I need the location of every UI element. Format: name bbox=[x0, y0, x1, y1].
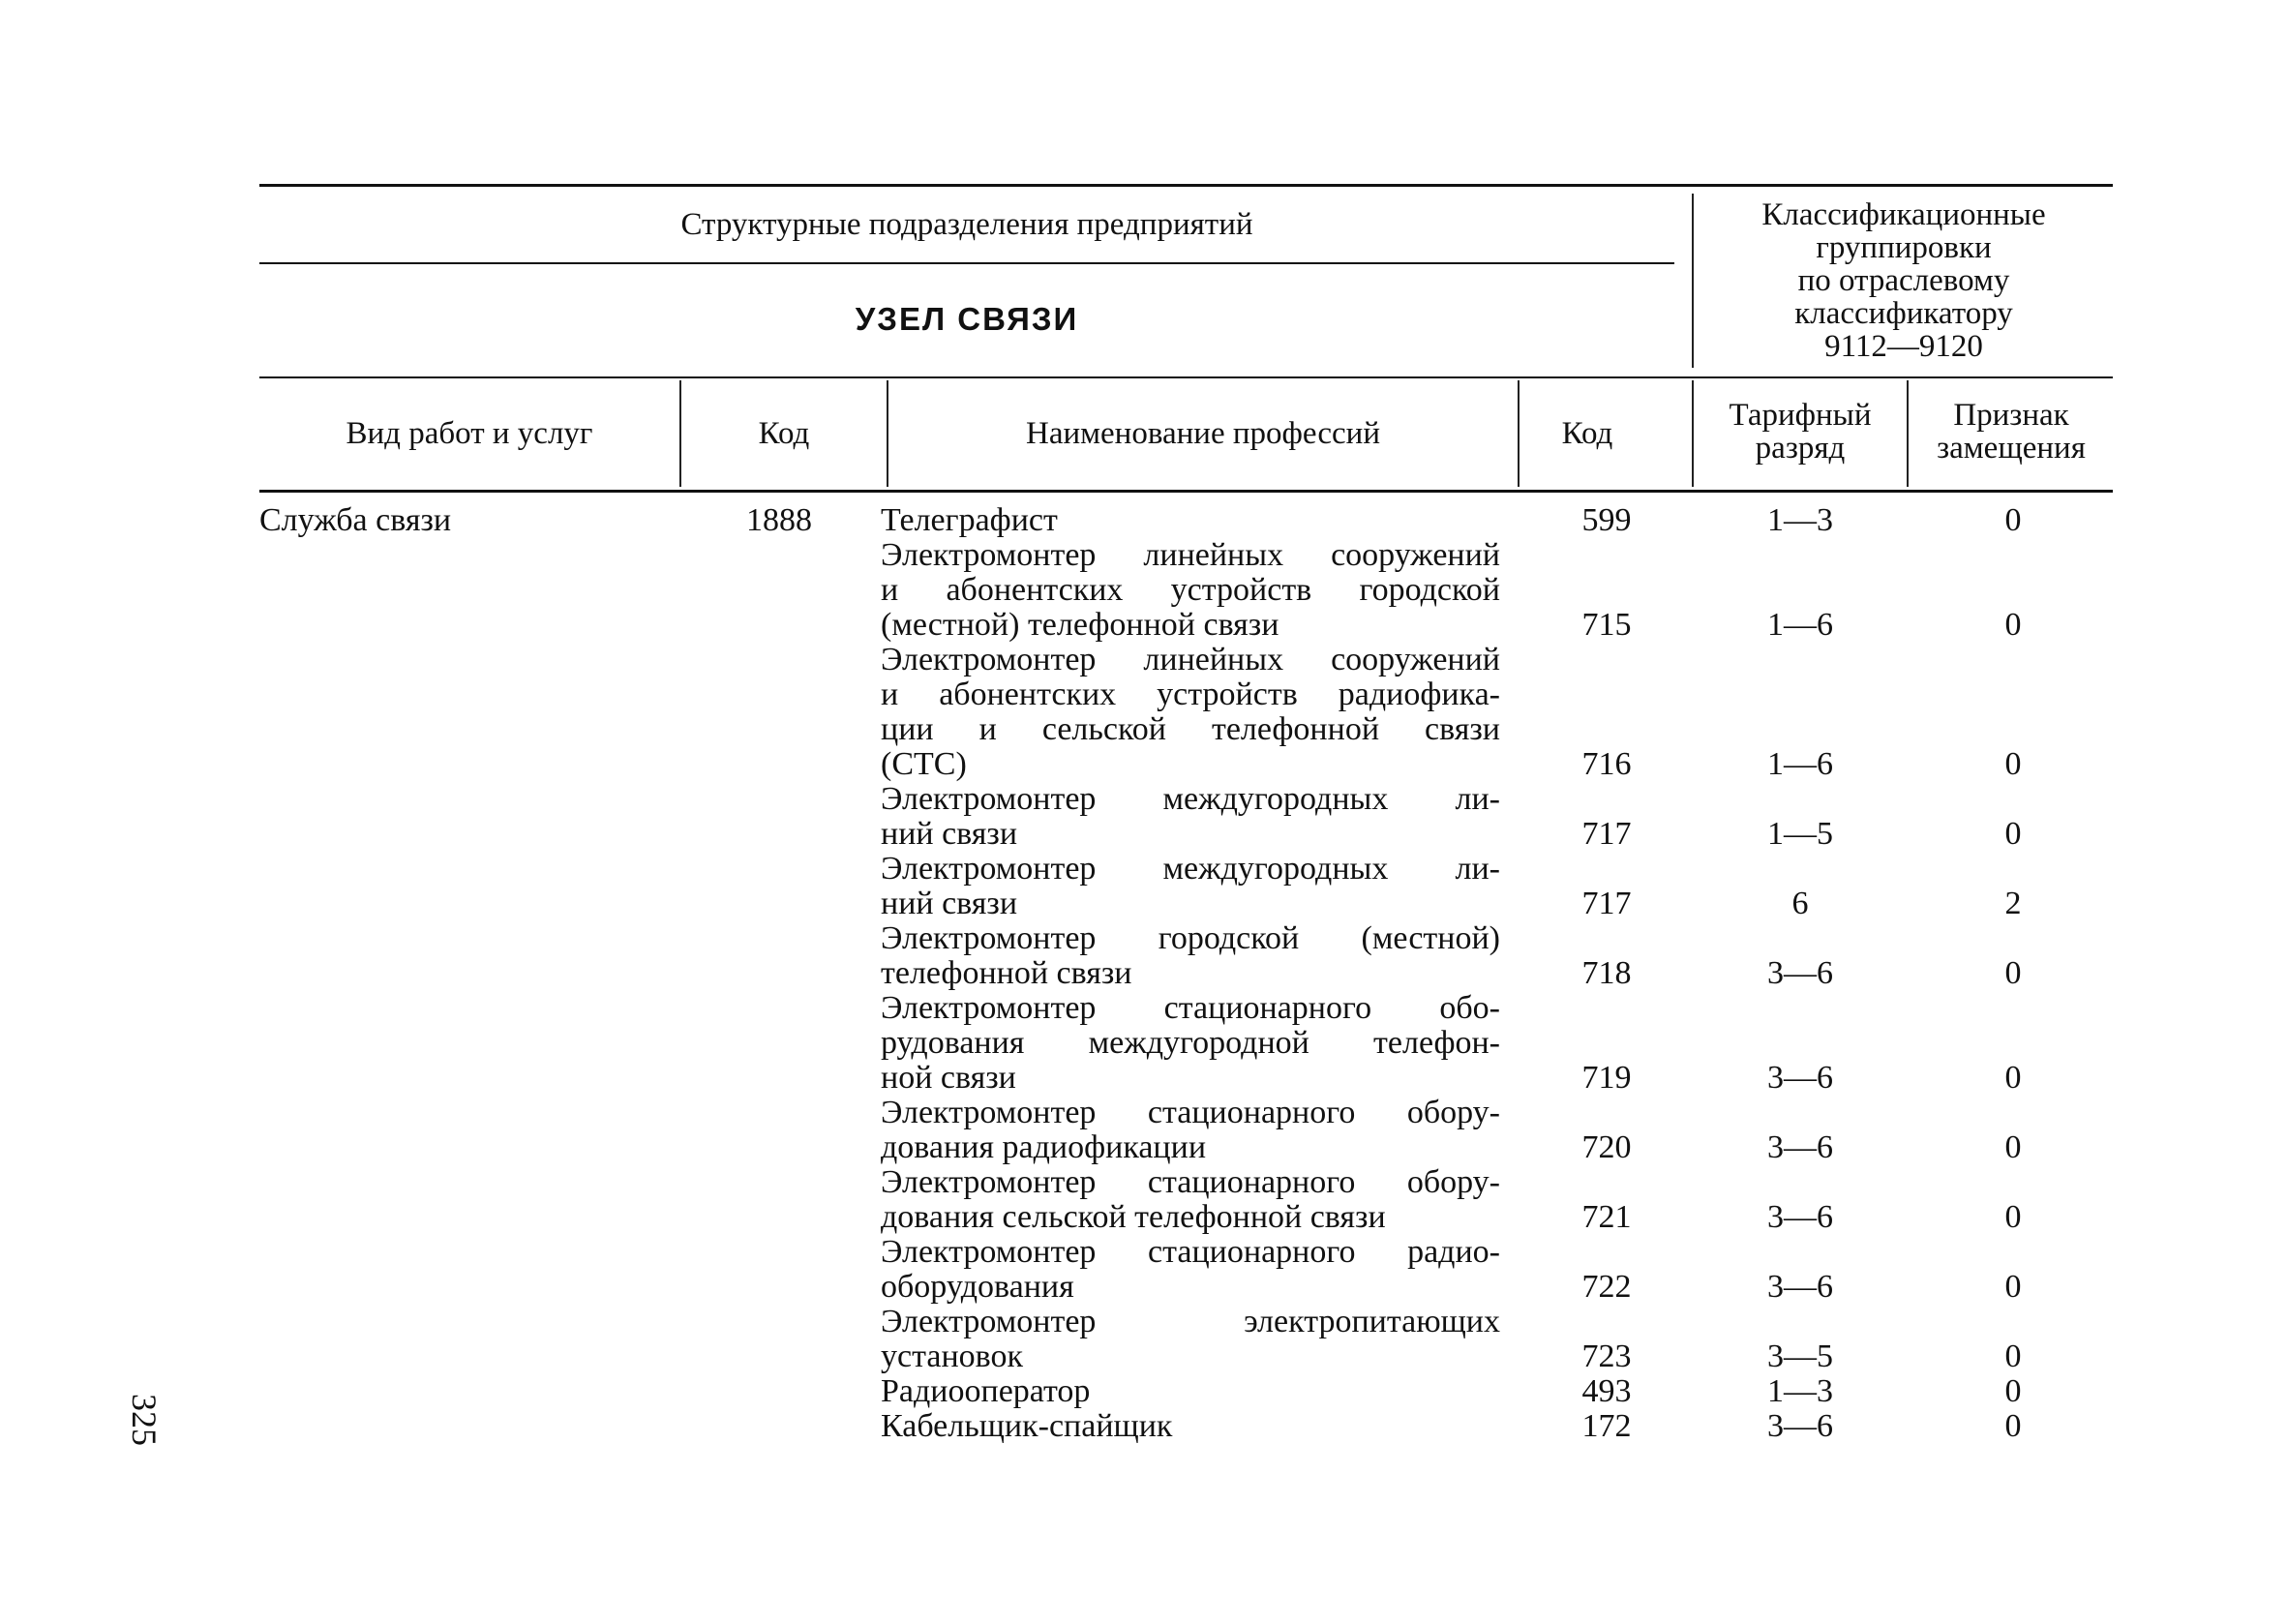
profession-name-line: Телеграфист bbox=[881, 502, 1058, 538]
classification-header: Классификационные группировки по отраслевому классификатору 9112—9120 bbox=[1761, 197, 2046, 364]
service-code: 1888 bbox=[746, 502, 812, 538]
substitution-sign: 2 bbox=[2004, 886, 2022, 921]
profession-name-line: (СТС) bbox=[881, 746, 967, 782]
profession-name-line: (местной) телефонной связи bbox=[881, 607, 1279, 643]
profession-name bbox=[881, 503, 1500, 538]
profession-code: 717 bbox=[1581, 886, 1632, 921]
tariff-grade: 1—6 bbox=[1767, 607, 1833, 643]
substitution-sign: 0 bbox=[2004, 1129, 2022, 1165]
profession-code: 718 bbox=[1581, 955, 1632, 991]
tariff-grade: 6 bbox=[1791, 886, 1809, 921]
page-number: 325 bbox=[125, 1394, 164, 1446]
substitution-sign: 0 bbox=[2004, 816, 2022, 852]
tariff-grade: 3—6 bbox=[1767, 1060, 1833, 1096]
substitution-sign: 0 bbox=[2004, 1060, 2022, 1096]
profession-name bbox=[881, 538, 1500, 643]
profession-name-line: Электромонтер междугородных ли- bbox=[881, 781, 1500, 817]
profession-name-line: и абонентских устройств радиофика- bbox=[881, 677, 1500, 712]
tariff-grade: 1—5 bbox=[1767, 816, 1833, 852]
substitution-sign: 0 bbox=[2004, 1408, 2022, 1444]
profession-code: 172 bbox=[1581, 1408, 1632, 1444]
substitution-sign: 0 bbox=[2004, 1338, 2022, 1374]
top-rule bbox=[259, 184, 2113, 187]
profession-code: 719 bbox=[1581, 1060, 1632, 1096]
column-header-top-rule bbox=[259, 376, 2113, 378]
profession-code: 723 bbox=[1581, 1338, 1632, 1374]
profession-name-line: Радиооператор bbox=[881, 1373, 1091, 1409]
substitution-sign: 0 bbox=[2004, 746, 2022, 782]
substitution-sign: 0 bbox=[2004, 502, 2022, 538]
profession-name-line: Электромонтер стационарного обору- bbox=[881, 1095, 1500, 1130]
profession-name bbox=[881, 852, 1500, 921]
substitution-sign: 0 bbox=[2004, 1269, 2022, 1305]
unit-title: УЗЕЛ СВЯЗИ bbox=[855, 301, 1079, 337]
col-header-work-type: Вид работ и услуг bbox=[346, 416, 593, 451]
profession-name-line: Кабельщик-спайщик bbox=[881, 1408, 1173, 1444]
tariff-grade: 3—6 bbox=[1767, 1199, 1833, 1235]
structural-title: Структурные подразделения предприятий bbox=[680, 207, 1253, 242]
profession-name-line: телефонной связи bbox=[881, 955, 1132, 991]
profession-name bbox=[881, 782, 1500, 852]
tariff-grade: 1—6 bbox=[1767, 746, 1833, 782]
profession-name bbox=[881, 1409, 1500, 1444]
profession-name-line: дования сельской телефонной связи bbox=[881, 1199, 1386, 1235]
column-header-bottom-rule bbox=[259, 490, 2113, 493]
tariff-grade: 3—6 bbox=[1767, 1269, 1833, 1305]
profession-code: 716 bbox=[1581, 746, 1632, 782]
profession-name-line: ний связи bbox=[881, 816, 1018, 852]
profession-name-line: Электромонтер стационарного радио- bbox=[881, 1234, 1500, 1270]
substitution-sign: 0 bbox=[2004, 955, 2022, 991]
col-header-tariff: Тарифный разряд bbox=[1729, 398, 1872, 466]
profession-name-line: Электромонтер стационарного обору- bbox=[881, 1164, 1500, 1200]
substitution-sign: 0 bbox=[2004, 1373, 2022, 1409]
profession-name-line: оборудования bbox=[881, 1269, 1074, 1305]
col-header-substitution: Признак замещения bbox=[1937, 398, 2086, 466]
col-header-code: Код bbox=[758, 416, 810, 451]
service-name: Служба связи bbox=[259, 502, 452, 538]
profession-name-line: Электромонтер линейных сооружений bbox=[881, 537, 1500, 573]
profession-name-line: Электромонтер линейных сооружений bbox=[881, 642, 1500, 677]
tariff-grade: 3—6 bbox=[1767, 1408, 1833, 1444]
header-divider-rule bbox=[259, 262, 1674, 264]
profession-name-line: Электромонтер городской (местной) bbox=[881, 920, 1500, 956]
profession-name-line: установок bbox=[881, 1338, 1023, 1374]
profession-name bbox=[881, 1165, 1500, 1235]
profession-name bbox=[881, 643, 1500, 782]
classification-divider bbox=[1692, 194, 1694, 368]
profession-name-line: Электромонтер электропитающих bbox=[881, 1304, 1500, 1339]
substitution-sign: 0 bbox=[2004, 607, 2022, 643]
profession-name bbox=[881, 991, 1500, 1096]
profession-name-line: ной связи bbox=[881, 1060, 1016, 1096]
tariff-grade: 3—5 bbox=[1767, 1338, 1833, 1374]
profession-code: 715 bbox=[1581, 607, 1632, 643]
col-header-profession: Наименование профессий bbox=[1026, 416, 1380, 451]
profession-name-line: Электромонтер междугородных ли- bbox=[881, 851, 1500, 887]
profession-name bbox=[881, 1096, 1500, 1165]
profession-name bbox=[881, 1374, 1500, 1409]
profession-name-line: ции и сельской телефонной связи bbox=[881, 711, 1500, 747]
substitution-sign: 0 bbox=[2004, 1199, 2022, 1235]
profession-code: 493 bbox=[1581, 1373, 1632, 1409]
profession-name bbox=[881, 921, 1500, 991]
profession-code: 722 bbox=[1581, 1269, 1632, 1305]
profession-name bbox=[881, 1235, 1500, 1305]
profession-code: 721 bbox=[1581, 1199, 1632, 1235]
profession-name-line: рудования междугородной телефон- bbox=[881, 1025, 1500, 1061]
profession-code: 720 bbox=[1581, 1129, 1632, 1165]
profession-name-line: ний связи bbox=[881, 886, 1018, 921]
tariff-grade: 3—6 bbox=[1767, 955, 1833, 991]
tariff-grade: 3—6 bbox=[1767, 1129, 1833, 1165]
profession-code: 599 bbox=[1581, 502, 1632, 538]
tariff-grade: 1—3 bbox=[1767, 1373, 1833, 1409]
profession-name-line: дования радиофикации bbox=[881, 1129, 1207, 1165]
profession-name-line: и абонентских устройств городской bbox=[881, 572, 1500, 608]
col-header-profession-code: Код bbox=[1561, 416, 1613, 451]
tariff-grade: 1—3 bbox=[1767, 502, 1833, 538]
profession-name bbox=[881, 1305, 1500, 1374]
profession-name-line: Электромонтер стационарного обо- bbox=[881, 990, 1500, 1026]
profession-code: 717 bbox=[1581, 816, 1632, 852]
